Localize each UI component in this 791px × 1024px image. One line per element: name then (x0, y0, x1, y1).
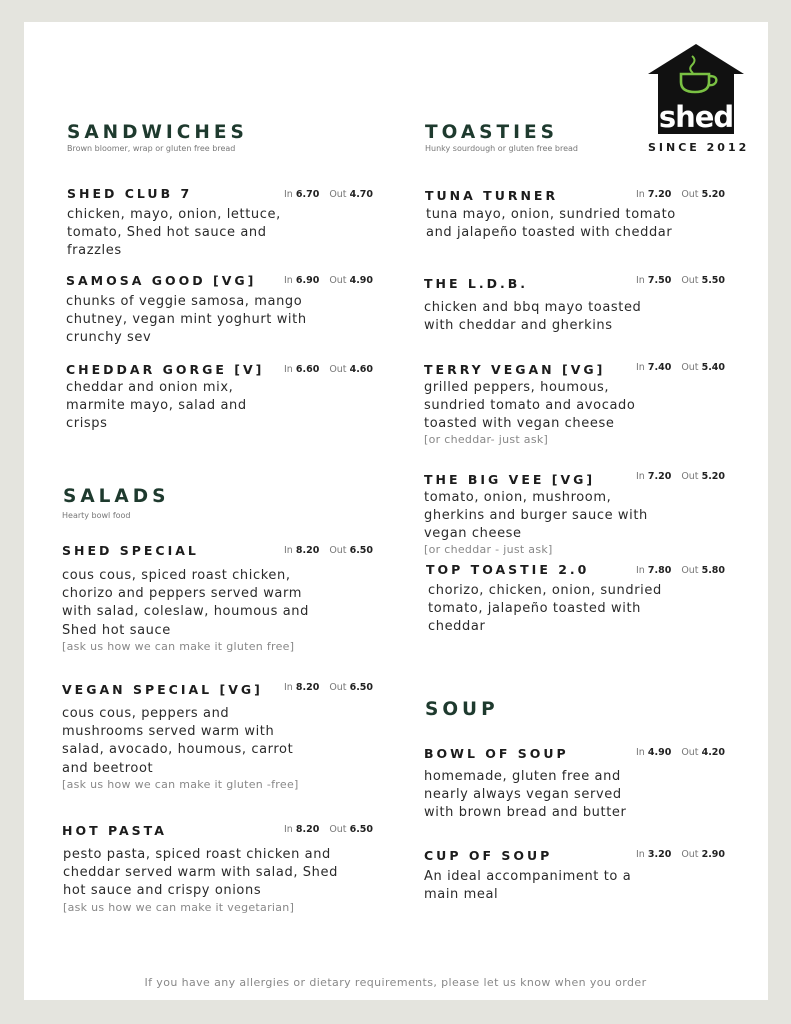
item-name: HOT PASTA (62, 823, 167, 838)
item-name: TERRY VEGAN [VG] (424, 362, 606, 377)
item-price: In 6.60 Out 4.60 (284, 364, 374, 375)
item-price: In 6.90 Out 4.90 (284, 275, 374, 286)
item-name: THE BIG VEE [VG] (424, 472, 596, 487)
item-name: CHEDDAR GORGE [V] (66, 362, 265, 377)
item-name: SAMOSA GOOD [VG] (66, 273, 257, 288)
item-description: chicken, mayo, onion, lettuce, tomato, Shed hot sauce and frazzles (67, 207, 281, 259)
item-description: chorizo, chicken, onion, sundried tomato, jalapeño toasted with cheddar (428, 583, 662, 635)
item-note: [or cheddar - just ask] (424, 543, 553, 556)
item-note: [ask us how we can make it gluten free] (62, 640, 295, 653)
item-price: In 8.20 Out 6.50 (284, 545, 374, 556)
item-name: TUNA TURNER (425, 188, 559, 203)
item-description: cous cous, spiced roast chicken, chorizo and peppers served warm with salad, coleslaw, houmous and Shed hot sauce (62, 568, 309, 638)
item-price: In 7.20 Out 5.20 (636, 471, 726, 482)
item-name: VEGAN SPECIAL [VG] (62, 682, 263, 697)
toasties-title: TOASTIES (425, 122, 558, 143)
shed-logo (648, 44, 744, 138)
item-description: cheddar and onion mix, marmite mayo, salad and crisps (66, 380, 247, 432)
item-description: cous cous, peppers and mushrooms served warm with salad, avocado, houmous, carrot and beetroot (62, 706, 294, 776)
allergy-footer: If you have any allergies or dietary requirements, please let us know when you order (144, 976, 647, 989)
svg-text:shed: shed (658, 100, 734, 134)
item-price: In 6.70 Out 4.70 (284, 189, 374, 200)
item-note: [ask us how we can make it gluten -free] (62, 778, 299, 791)
item-name: SHED SPECIAL (62, 543, 199, 558)
item-price: In 7.80 Out 5.80 (636, 565, 726, 576)
since-label: SINCE 2012 (648, 141, 750, 154)
sandwiches-subtitle: Brown bloomer, wrap or gluten free bread (67, 144, 236, 153)
salads-subtitle: Hearty bowl food (62, 511, 131, 520)
item-price: In 4.90 Out 4.20 (636, 747, 726, 758)
item-price: In 7.50 Out 5.50 (636, 275, 726, 286)
toasties-subtitle: Hunky sourdough or gluten free bread (425, 144, 578, 153)
item-description: homemade, gluten free and nearly always vegan served with brown bread and butter (424, 769, 627, 821)
item-name: SHED CLUB 7 (67, 186, 193, 201)
item-name: THE L.D.B. (424, 276, 528, 291)
item-description: tomato, onion, mushroom, gherkins and burger sauce with vegan cheese (424, 490, 648, 542)
item-note: [ask us how we can make it vegetarian] (63, 901, 295, 914)
item-price: In 3.20 Out 2.90 (636, 849, 726, 860)
soup-title: SOUP (425, 699, 499, 720)
sandwiches-title: SANDWICHES (67, 122, 248, 143)
item-note: [or cheddar- just ask] (424, 433, 549, 446)
item-description: pesto pasta, spiced roast chicken and cheddar served warm with salad, Shed hot sauce and crispy onions (63, 847, 338, 899)
salads-title: SALADS (63, 486, 170, 507)
item-name: CUP OF SOUP (424, 848, 553, 863)
item-description: grilled peppers, houmous, sundried tomato and avocado toasted with vegan cheese (424, 380, 636, 432)
item-description: An ideal accompaniment to a main meal (424, 869, 632, 903)
item-description: chicken and bbq mayo toasted with cheddar and gherkins (424, 300, 642, 334)
item-price: In 8.20 Out 6.50 (284, 824, 374, 835)
item-price: In 7.20 Out 5.20 (636, 189, 726, 200)
item-price: In 7.40 Out 5.40 (636, 362, 726, 373)
item-name: TOP TOASTIE 2.0 (426, 562, 590, 577)
item-price: In 8.20 Out 6.50 (284, 682, 374, 693)
item-name: BOWL OF SOUP (424, 746, 569, 761)
item-description: tuna mayo, onion, sundried tomato and jalapeño toasted with cheddar (426, 207, 676, 241)
item-description: chunks of veggie samosa, mango chutney, vegan mint yoghurt with crunchy sev (66, 294, 307, 346)
